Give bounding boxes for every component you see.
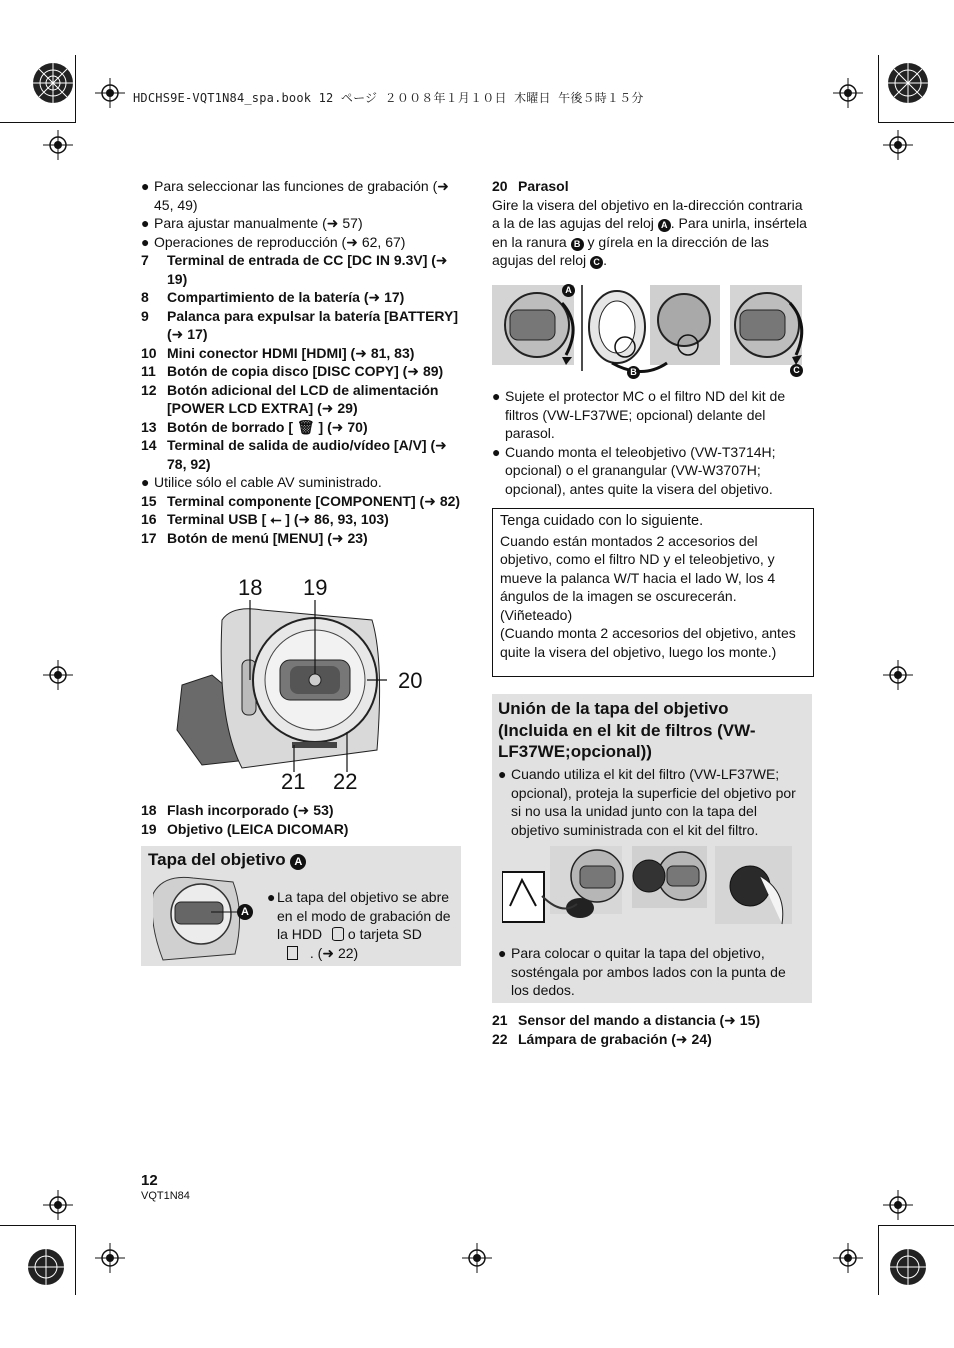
numbered-item: 19 Objetivo (LEICA DICOMAR) [141, 820, 349, 837]
callout-21: 21 [281, 769, 306, 794]
caution-body-2: (Cuando monta 2 accesorios del objetivo, antes quite la visera del objetivo, luego los monte.) [500, 625, 796, 660]
numbered-item: 17 Botón de menú [MENU] (➜ 23) [141, 529, 368, 546]
marker-a-icon: A [237, 904, 253, 920]
bullet-item: ● Para ajustar manualmente (➜ 57) [141, 215, 363, 231]
lens-cap-bullet-2: ● Para colocar o quitar la tapa del objetivo, sosténgala por ambos lados con la punta de los dedos. [498, 945, 786, 998]
marker-a-icon: A [562, 284, 575, 297]
bullet-item: ● Para seleccionar las funciones de grabación (➜ 45, 49) [141, 178, 450, 213]
left-items-18-19 [141, 801, 466, 838]
crosshair-mark [43, 1190, 73, 1220]
crosshair-mark [883, 1190, 913, 1220]
crop-line [0, 1225, 75, 1226]
callout-19: 19 [303, 575, 328, 600]
caution-title: Tenga cuidado con lo siguiente. [500, 513, 704, 529]
crop-line [75, 1225, 76, 1295]
crosshair-mark [43, 130, 73, 160]
crop-line [878, 55, 879, 123]
numbered-item: 20 Parasol [492, 178, 569, 194]
parasol-section [492, 177, 812, 270]
crosshair-mark [95, 78, 125, 108]
numbered-item: 8 Compartimiento de la batería (➜ 17) [141, 289, 405, 305]
marker-b-icon: B [571, 238, 584, 251]
callout-20: 20 [398, 668, 423, 693]
crop-line [75, 55, 76, 123]
parasol-illustration [492, 285, 812, 380]
callout-18: 18 [238, 575, 263, 600]
numbered-item: 15 Terminal componente [COMPONENT] (➜ 82) [141, 492, 461, 509]
lens-cover-text [267, 888, 452, 962]
numbered-item: 21 Sensor del mando a distancia (➜ 15) [492, 1012, 761, 1028]
numbered-item: 9 Palanca para expulsar la batería [BATTERY] (➜ 17) [141, 307, 458, 342]
crosshair-mark [833, 1243, 863, 1273]
numbered-item: 14 Terminal de salida de audio/vídeo [A/V] (➜ 78, 92) [141, 437, 447, 472]
registration-mark-top-right [888, 58, 948, 118]
numbered-item: 13 Botón de borrado [ 🗑 ] (➜ 70) [141, 418, 368, 435]
bullet-item: ● Operaciones de reproducción (➜ 62, 67) [141, 233, 406, 250]
crosshair-mark [95, 1243, 125, 1273]
bullet-item: ● Cuando monta el teleobjetivo (VW-T3714H; opcional) o el granangular (VW-W3707H; opcional), antes quite la visera del objetivo. [492, 443, 776, 497]
crop-line [0, 122, 75, 123]
numbered-item: 10 Mini conector HDMI [HDMI] (➜ 81, 83) [141, 344, 415, 361]
hdd-icon [332, 927, 344, 941]
marker-a-icon: A [290, 854, 306, 870]
crosshair-mark [883, 660, 913, 690]
numbered-item: 18 Flash incorporado (➜ 53) [141, 802, 334, 818]
crosshair-mark [833, 78, 863, 108]
left-column [141, 177, 466, 547]
lens-cap-attach-title: Unión de la tapa del objetivo (Incluida en el kit de filtros (VW-LF37WE;opcional)) [498, 699, 756, 761]
camera-front-illustration [172, 600, 387, 772]
parasol-paragraph: Gire la visera del objetivo en la-dirección contraria a la de las agujas del reloj A . Para unirla, insértela en la ranura B y gírela en la dirección de las agujas del reloj C . [492, 196, 807, 268]
book-header: HDCHS9E-VQT1N84_spa.book 12 ページ ２００８年１月１０日 木曜日 午後５時１５分 [133, 91, 644, 105]
registration-mark-top-left [28, 58, 88, 118]
numbered-item: 7 Terminal de entrada de CC [DC IN 9.3V] (➜ 19) [141, 252, 448, 287]
right-items-21-22 [492, 1011, 812, 1048]
sd-card-icon [287, 946, 298, 960]
marker-b-icon: B [627, 366, 640, 379]
bullet-item: ● Sujete el protector MC o el filtro ND del kit de filtros (VW-LF37WE; opcional) delante del parasol. [492, 388, 786, 441]
marker-c-icon: C [790, 364, 803, 377]
lens-cover-box [141, 846, 461, 966]
lens-cover-title: Tapa del objetivo A [148, 849, 306, 871]
lens-cap-attach-box [492, 694, 812, 1003]
caution-body: Cuando están montados 2 accesorios del objetivo, como el filtro ND y el teleobjetivo, y mueve la palanca W/T hacia el lado W, los 4 ángulos de la imagen se oscurecerán. (Viñeteado) [500, 532, 776, 623]
marker-a-icon: A [658, 219, 671, 232]
crosshair-mark [462, 1243, 492, 1273]
numbered-item: 16 Terminal USB [ ⭠ ] (➜ 86, 93, 103) [141, 511, 389, 527]
numbered-item: 22 Lámpara de grabación (➜ 24) [492, 1030, 712, 1047]
lens-cap-illustration [502, 846, 802, 926]
caution-box [492, 508, 814, 677]
document-code: VQT1N84 [141, 1190, 190, 1202]
marker-c-icon: C [590, 256, 603, 269]
numbered-item: 11 Botón de copia disco [DISC COPY] (➜ 89) [141, 363, 444, 379]
lens-cover-illustration [153, 874, 248, 962]
crosshair-mark [43, 660, 73, 690]
crop-line [878, 122, 954, 123]
callout-22: 22 [333, 769, 358, 794]
crosshair-mark [883, 130, 913, 160]
crop-line [878, 1225, 879, 1295]
numbered-item: 12 Botón adicional del LCD de alimentación [POWER LCD EXTRA] (➜ 29) [141, 381, 439, 416]
parasol-bullets [492, 387, 812, 498]
registration-mark-bottom-left [28, 1245, 88, 1305]
registration-mark-bottom-right [888, 1245, 948, 1305]
bullet-item: ● Utilice sólo el cable AV suministrado. [141, 474, 382, 490]
lens-cap-bullet-1: ● Cuando utiliza el kit del filtro (VW-LF37WE; opcional), proteja la superficie del objetivo por si no usa la unidad junto con la tapa del objetivo suministrada con el kit del filtro. [498, 766, 796, 838]
page-number: 12 [141, 1172, 158, 1189]
bullet-item: ● La tapa del objetivo se abre en el modo de grabación de la HDD o tarjeta SD . (➜ 22) [267, 889, 451, 961]
crop-line [878, 1225, 954, 1226]
